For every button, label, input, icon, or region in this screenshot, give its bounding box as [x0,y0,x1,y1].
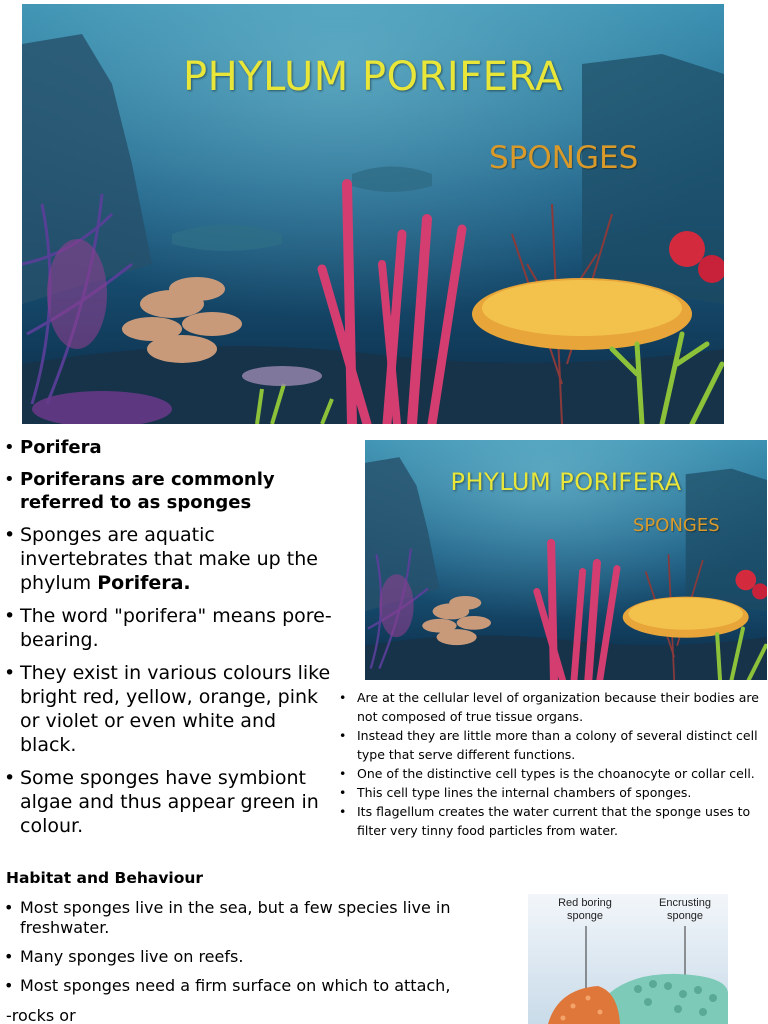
porifera-bullet-list [4,436,334,847]
banner-title: PHYLUM PORIFERA [450,468,682,496]
list-item: • Sponges are aquatic invertebrates that make up the phylum Porifera. [4,523,334,595]
habitat-list [4,898,454,1005]
habitat-continuation: -rocks or [6,1006,76,1024]
title-banner-image-small [365,440,767,680]
list-item: • They exist in various colours like bright red, yellow, orange, pink or violet or even white and black. [4,661,334,757]
list-item: • Most sponges need a firm surface on which to attach, [4,976,454,996]
banner-subtitle: SPONGES [633,515,720,536]
list-item: • One of the distinctive cell types is the choanocyte or collar cell. [339,764,767,783]
sponge-diagram [528,894,728,1024]
list-item: • Most sponges live in the sea, but a few species live in freshwater. [4,898,454,938]
title-banner-image [22,4,724,424]
list-item: • Its flagellum creates the water current that the sponge uses to filter very tinny food particles from water. [339,802,767,840]
banner-subtitle: SPONGES [489,140,639,176]
list-item: • Many sponges live on reefs. [4,947,454,967]
list-item: • Poriferans are commonly referred to as sponges [4,468,334,514]
banner-title: PHYLUM PORIFERA [183,54,563,100]
diagram-label-red-boring-sponge: Red boring sponge [558,897,612,922]
list-item: • Instead they are little more than a colony of several distinct cell type that serve different functions. [339,726,767,764]
list-item: • Some sponges have symbiont algae and thus appear green in colour. [4,766,334,838]
diagram-label-encrusting-sponge: Encrusting sponge [659,897,711,922]
list-item: • Porifera [4,436,334,459]
list-item: • The word "porifera" means pore-bearing. [4,604,334,652]
habitat-heading: Habitat and Behaviour [6,869,204,887]
list-item: • This cell type lines the internal chambers of sponges. [339,783,767,802]
list-item: • Are at the cellular level of organization because their bodies are not composed of true tissue organs. [339,688,767,726]
cell-organization-list [339,688,767,840]
